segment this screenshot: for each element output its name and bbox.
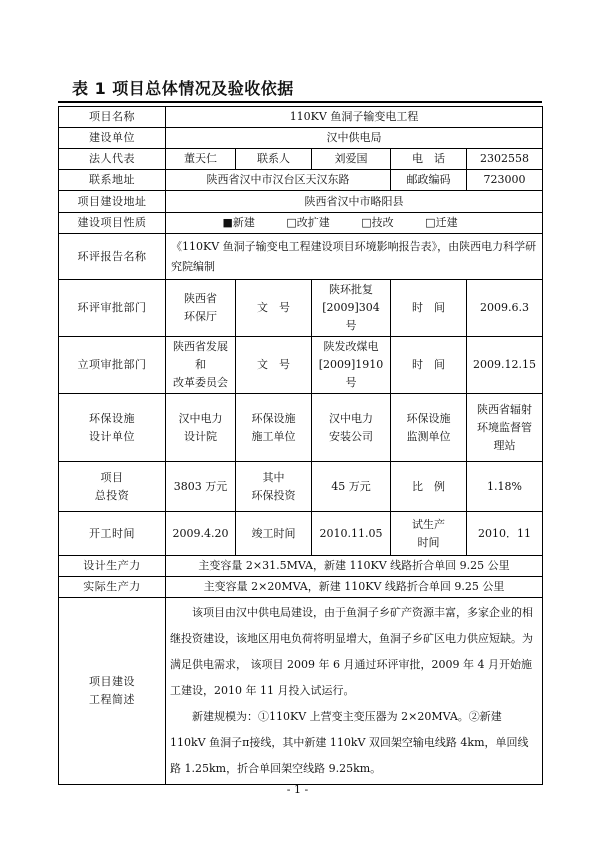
address-value: 陕西省汉中市汉台区天汉东路	[166, 170, 391, 191]
checkbox-new: ■新建	[222, 216, 255, 229]
postcode-label: 邮政编码	[391, 170, 467, 191]
nature-label: 建设项目性质	[59, 213, 166, 234]
ratio-label: 比 例	[391, 462, 467, 512]
row-actual-capacity	[59, 577, 543, 598]
summary-text	[166, 598, 543, 785]
site-label: 项目建设地址	[59, 191, 166, 213]
eia-report-label: 环评报告名称	[59, 234, 166, 280]
row-site	[59, 191, 543, 213]
eia-time-value: 2009.6.3	[467, 280, 543, 337]
checkbox-renovation: □技改	[361, 216, 394, 229]
site-value: 陕西省汉中市略阳县	[166, 191, 543, 213]
investment-total: 3803 万元	[166, 462, 236, 512]
project-info-table	[58, 106, 543, 785]
page-number: - 1 -	[286, 783, 309, 796]
env-design-unit	[166, 394, 236, 462]
row-address	[59, 170, 543, 191]
eia-time-label: 时 间	[391, 280, 467, 337]
row-summary	[59, 598, 543, 785]
investment-label	[59, 462, 166, 512]
ratio-value: 1.18%	[467, 462, 543, 512]
eia-approval-dept-line2: 环保厅	[184, 310, 217, 323]
env-monitor-unit-line3: 理站	[493, 438, 516, 452]
row-investment	[59, 462, 543, 512]
env-monitor-unit	[467, 394, 543, 462]
start-label: 开工时间	[59, 512, 166, 556]
construction-unit-label: 建设单位	[59, 128, 166, 149]
project-approval-dept-line2: 改革委员会	[173, 376, 228, 389]
phone-value: 2302558	[467, 149, 543, 170]
eia-doc-label: 文 号	[236, 280, 312, 337]
project-name-value: 110KV 鱼洞子输变电工程	[166, 107, 543, 128]
trial-label-line2: 时间	[417, 535, 440, 549]
finish-label: 竣工时间	[236, 512, 312, 556]
trial-label	[391, 512, 467, 556]
investment-label-line2: 总投资	[94, 488, 130, 502]
summary-label-line2: 工程简述	[89, 693, 135, 706]
eia-doc-line1: 陕环批复	[329, 283, 373, 296]
row-eia-approval	[59, 280, 543, 337]
env-investment-label	[236, 462, 312, 512]
legal-rep-label: 法人代表	[59, 149, 166, 170]
construction-unit-value: 汉中供电局	[166, 128, 543, 149]
env-monitor-label-line2: 监测单位	[406, 429, 451, 443]
project-approval-label: 立项审批部门	[59, 337, 166, 394]
env-investment-label-line1: 其中	[262, 470, 285, 484]
postcode-value: 723000	[467, 170, 543, 191]
project-doc-line2: [2009]1910 号	[318, 358, 384, 389]
env-construct-label-line1: 环保设施	[251, 411, 296, 425]
row-legal-rep	[59, 149, 543, 170]
contact-label: 联系人	[236, 149, 312, 170]
investment-label-line1: 项目	[100, 470, 124, 484]
project-name-label: 项目名称	[59, 107, 166, 128]
env-monitor-label-line1: 环保设施	[406, 411, 451, 425]
design-capacity-label: 设计生产力	[59, 556, 166, 577]
trial-value: 2010．11	[467, 512, 543, 556]
summary-label-line1: 项目建设	[89, 675, 135, 688]
start-value: 2009.4.20	[166, 512, 236, 556]
table-title: 表 1 项目总体情况及验收依据	[72, 79, 294, 98]
env-design-unit-line1: 汉中电力	[178, 411, 223, 425]
project-time-label: 时 间	[391, 337, 467, 394]
env-monitor-label	[391, 394, 467, 462]
env-design-unit-line2: 设计院	[184, 429, 217, 443]
eia-approval-dept	[166, 280, 236, 337]
contact-value: 刘爱国	[312, 149, 391, 170]
finish-value: 2010.11.05	[312, 512, 391, 556]
env-monitor-unit-line1: 陕西省辐射	[477, 402, 533, 416]
env-construct-unit-line2: 安装公司	[329, 429, 373, 443]
phone-label: 电 话	[391, 149, 467, 170]
summary-label	[59, 598, 166, 785]
actual-capacity-label: 实际生产力	[59, 577, 166, 598]
trial-label-line1: 试生产	[412, 517, 445, 531]
summary-paragraph-1: 该项目由汉中供电局建设，由于鱼洞子乡矿产资源丰富，多家企业的相继投资建设，该地区用电负荷将明显增大，鱼洞子乡矿区电力供应短缺。为满足供电需求， 该项目 2009 年 6 月通过环评审批，2009 年 4 月开始施工建设，2010 年 11 月投入试运行。	[170, 606, 533, 697]
summary-paragraph-2: 新建规模为：①110KV 上营变主变压器为 2×20MVA。②新建 110kV 鱼洞子π接线，其中新建 110kV 双回架空输电线路 4km，单回线路 1.25km，折合单回架空线路 9.25km。	[170, 710, 529, 775]
row-eia-report	[59, 234, 543, 280]
project-doc-number	[312, 337, 391, 394]
actual-capacity-value: 主变容量 2×20MVA，新建 110KV 线路折合单回 9.25 公里	[166, 577, 543, 598]
project-approval-dept	[166, 337, 236, 394]
project-approval-dept-line1: 陕西省发展和	[173, 340, 228, 371]
eia-approval-dept-line1: 陕西省	[184, 292, 217, 305]
project-time-value: 2009.12.15	[467, 337, 543, 394]
env-construct-label-line2: 施工单位	[251, 429, 296, 443]
checkbox-relocation: □迁建	[425, 216, 458, 229]
env-investment-value: 45 万元	[312, 462, 391, 512]
env-monitor-unit-line2: 环境监督管	[477, 420, 533, 434]
env-investment-label-line2: 环保投资	[251, 488, 296, 502]
row-env-facilities	[59, 394, 543, 462]
row-design-capacity	[59, 556, 543, 577]
row-project-approval	[59, 337, 543, 394]
project-doc-line1: 陕发改煤电	[323, 340, 379, 353]
env-construct-unit-line1: 汉中电力	[329, 411, 373, 425]
checkbox-expansion: □改扩建	[286, 216, 330, 229]
eia-doc-line2: [2009]304 号	[322, 301, 380, 332]
env-construct-label	[236, 394, 312, 462]
row-nature	[59, 213, 543, 234]
eia-doc-number	[312, 280, 391, 337]
legal-rep-value: 董天仁	[166, 149, 236, 170]
project-doc-label: 文 号	[236, 337, 312, 394]
design-capacity-value: 主变容量 2×31.5MVA，新建 110KV 线路折合单回 9.25 公里	[166, 556, 543, 577]
env-design-label-line2: 设计单位	[89, 429, 135, 443]
row-construction-unit	[59, 128, 543, 149]
eia-approval-label: 环评审批部门	[59, 280, 166, 337]
address-label: 联系地址	[59, 170, 166, 191]
nature-options	[166, 213, 543, 234]
row-schedule	[59, 512, 543, 556]
eia-report-value: 《110KV 鱼洞子输变电工程建设项目环境影响报告表》，由陕西电力科学研究院编制	[166, 234, 543, 280]
row-project-name	[59, 107, 543, 128]
env-design-label-line1: 环保设施	[89, 411, 135, 425]
env-construct-unit	[312, 394, 391, 462]
title-rule	[58, 101, 542, 103]
env-design-label	[59, 394, 166, 462]
